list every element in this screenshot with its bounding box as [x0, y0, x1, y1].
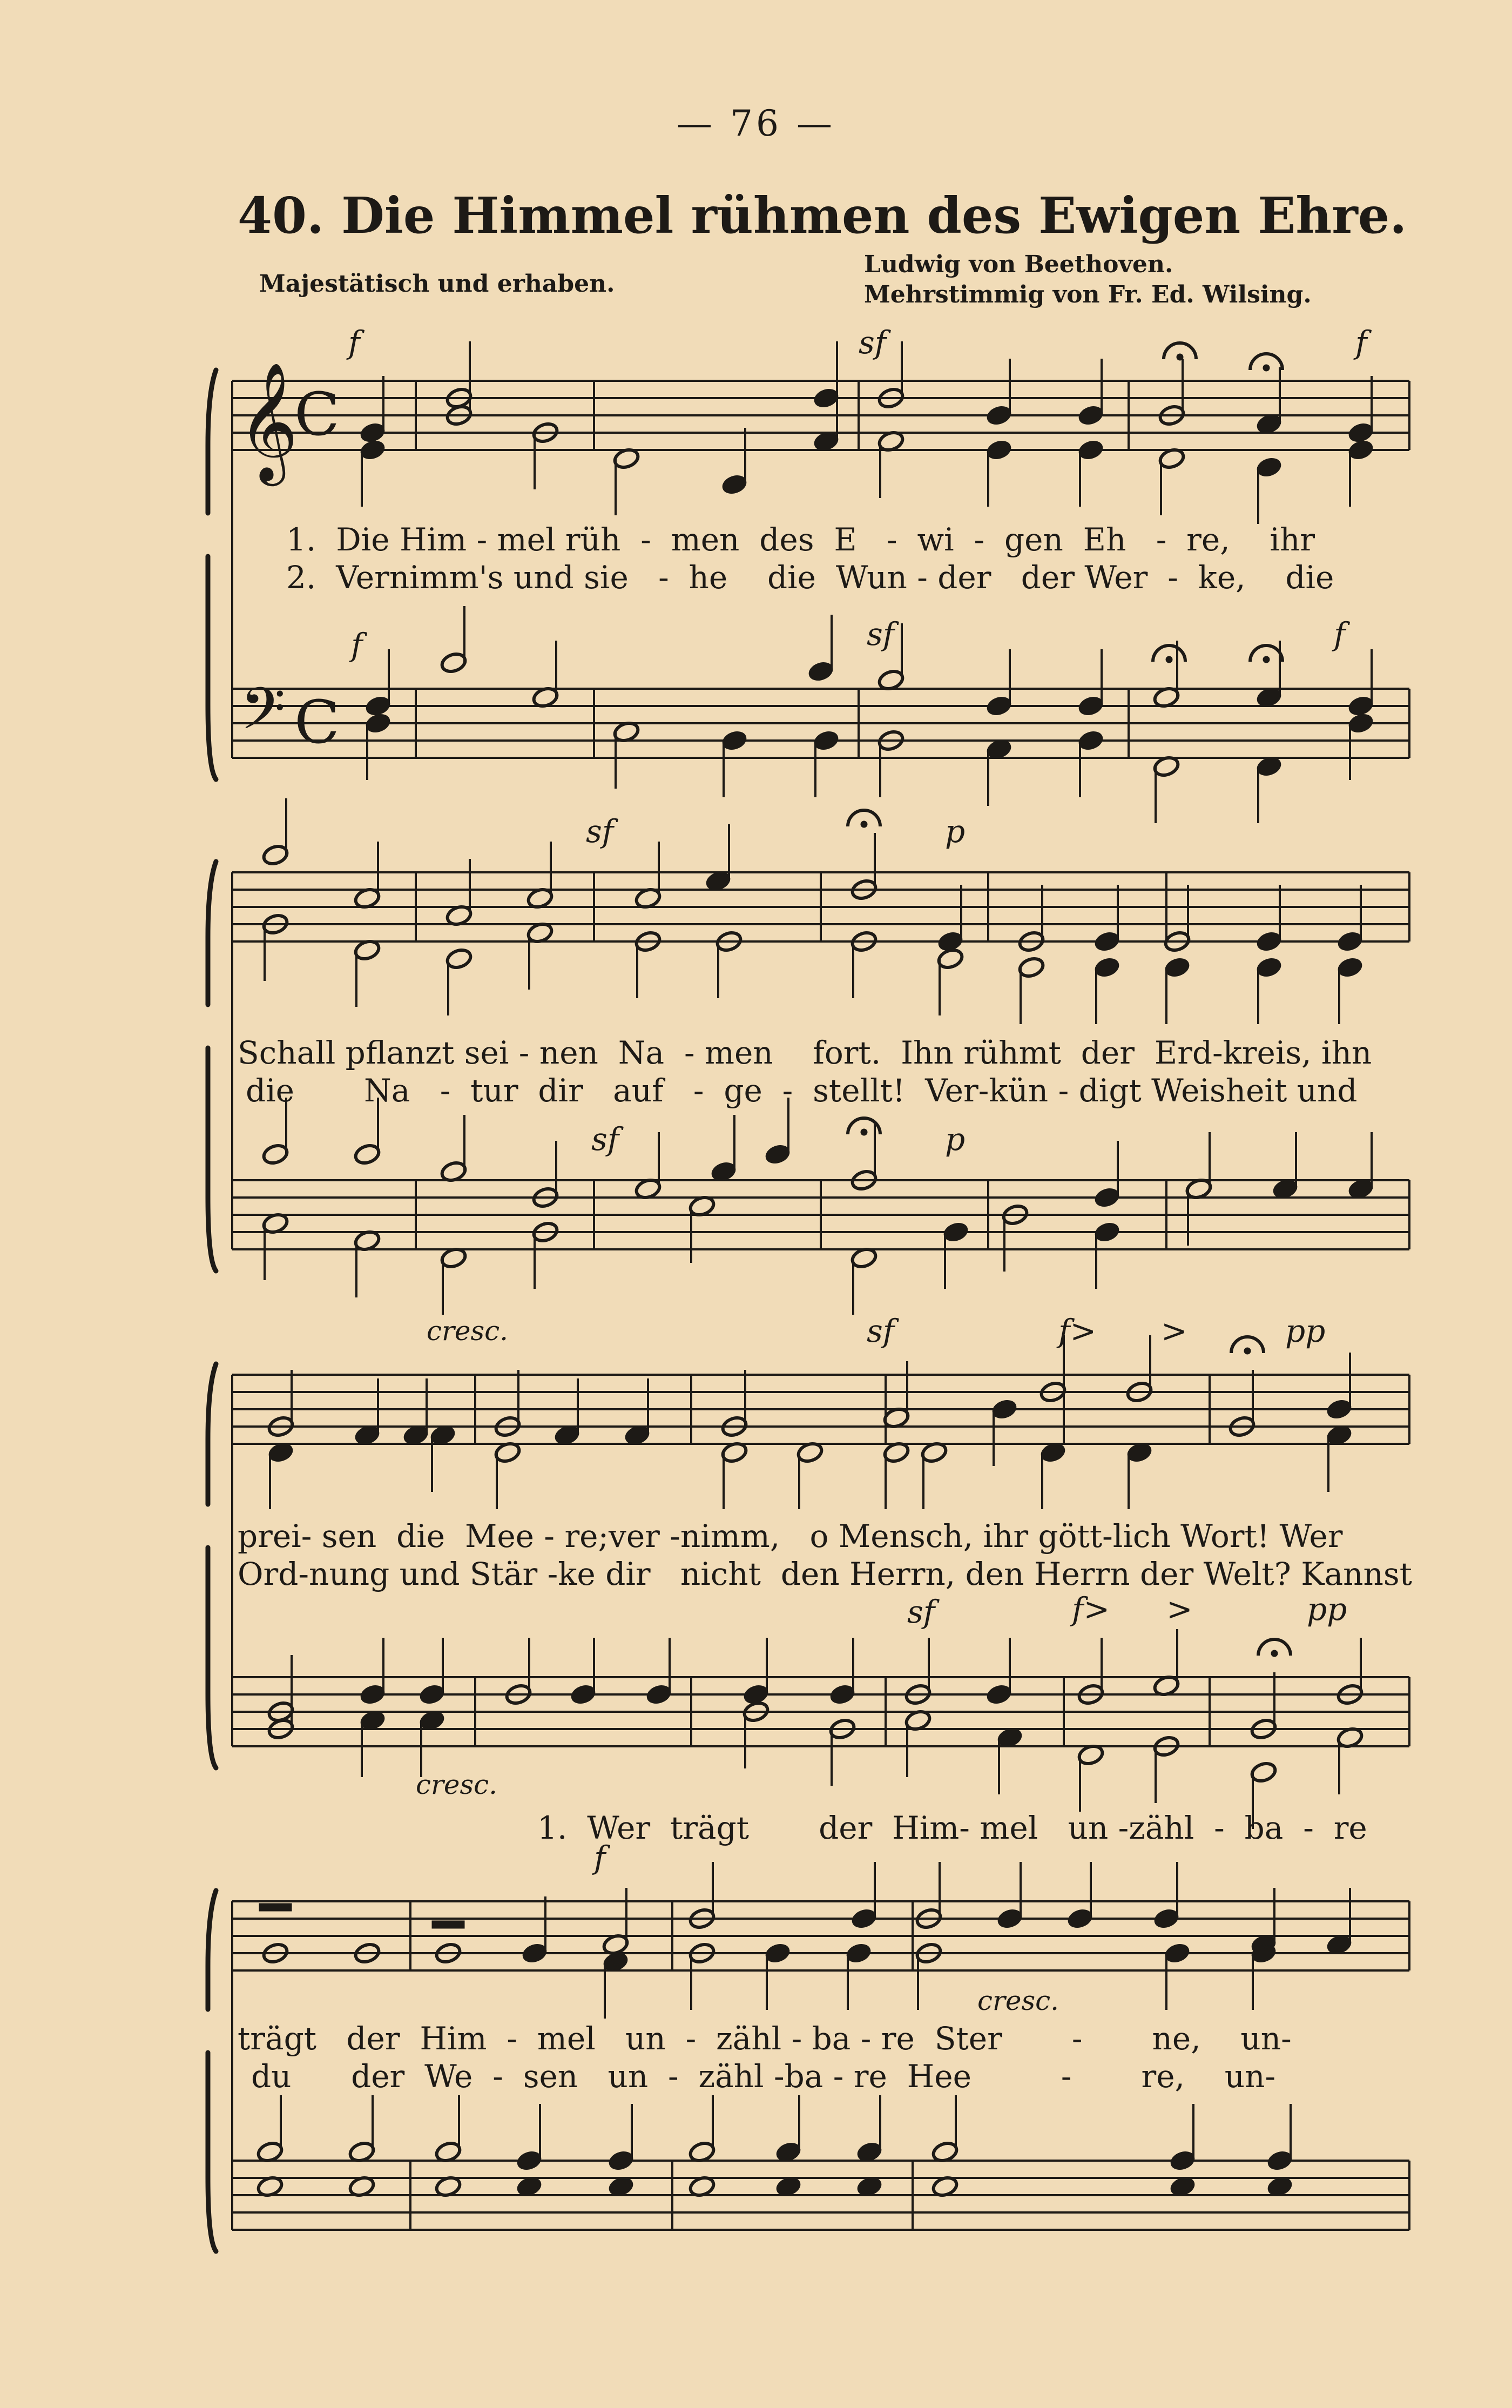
- lyric-verse2-system2: die Na - tur dir auf - ge - stellt! Ver-kün - digt Weisheit und: [246, 1072, 1358, 1109]
- arranger-credit: Mehrstimmig von Fr. Ed. Wilsing.: [864, 281, 1312, 308]
- fermata-dot: [1244, 1348, 1251, 1354]
- lyric-verse1-system1: 1. Die Him - mel rüh - men des E - wi - gen Eh - re, ihr: [286, 521, 1315, 558]
- dynamic-sforzando: sf: [907, 1593, 935, 1630]
- system-brace: [208, 1548, 216, 1768]
- fermata-dot: [1263, 656, 1270, 663]
- fermata-dot: [1263, 365, 1270, 371]
- crescendo-marking: cresc.: [427, 1315, 509, 1347]
- dynamic-sforzando: sf: [591, 1121, 619, 1158]
- lyric-verse1-intro-system4: 1. Wer trägt der Him- mel un -zähl - ba - re: [537, 1810, 1367, 1846]
- system-brace: [208, 862, 216, 1005]
- page-number: — 76 —: [677, 103, 835, 144]
- system-brace: [208, 370, 216, 513]
- rest: [432, 1921, 464, 1928]
- dynamic-forte: f: [1334, 616, 1346, 653]
- dynamic-forte: f: [594, 1839, 606, 1876]
- dynamic-forte-accent: f>: [1072, 1591, 1110, 1627]
- accent-mark: >: [1166, 1591, 1193, 1627]
- tempo-marking: Majestätisch und erhaben.: [259, 270, 615, 298]
- system-brace: [208, 1364, 216, 1504]
- bass-clef: 𝄢: [240, 675, 286, 757]
- accent-mark: >: [1161, 1313, 1187, 1349]
- crescendo-marking: cresc.: [416, 1769, 498, 1800]
- fermata-dot: [1166, 656, 1172, 663]
- dynamic-sforzando: sf: [586, 813, 614, 850]
- dynamic-piano: p: [945, 1121, 966, 1158]
- system-brace: [208, 2053, 216, 2251]
- system-brace: [208, 1048, 216, 1271]
- lyric-verse2-system1: 2. Vernimm's und sie - he die Wun - der der Wer - ke, die: [286, 559, 1334, 596]
- fermata-dot: [861, 1129, 867, 1135]
- composer-name: Ludwig von Beethoven.: [864, 251, 1173, 278]
- time-signature: C: [294, 688, 340, 757]
- fermata-dot: [861, 821, 867, 828]
- dynamic-pianissimo: pp: [1307, 1591, 1347, 1627]
- rest: [259, 1903, 292, 1911]
- system-brace: [208, 556, 216, 779]
- lyric-verse1-system2: Schall pflanzt sei - nen Na - men fort. Ihn rühmt der Erd-kreis, ihn: [238, 1034, 1372, 1071]
- dynamic-sforzando: sf: [859, 324, 887, 361]
- dynamic-piano: p: [945, 813, 966, 850]
- dynamic-sforzando: sf: [867, 1313, 895, 1349]
- dynamic-forte: f: [1355, 324, 1367, 361]
- dynamic-forte-accent: f>: [1058, 1313, 1097, 1349]
- dynamic-forte: f: [351, 627, 363, 663]
- lyric-verse1-system3: prei- sen die Mee - re;ver -nimm, o Mensch, ihr gött-lich Wort! Wer: [238, 1518, 1343, 1555]
- dynamic-forte: f: [348, 324, 360, 361]
- fermata-dot: [1177, 354, 1183, 360]
- song-title: 40. Die Himmel rühmen des Ewigen Ehre.: [238, 186, 1407, 245]
- time-signature: C: [294, 380, 340, 449]
- dynamic-pianissimo: pp: [1285, 1313, 1326, 1349]
- lyric-verse2-system4: du der We - sen un - zähl -ba - re Hee - re, un-: [251, 2058, 1276, 2095]
- dynamic-sforzando: sf: [867, 616, 895, 653]
- system-brace: [208, 1891, 216, 2009]
- crescendo-marking: cresc.: [977, 1985, 1059, 2016]
- fermata-dot: [1271, 1650, 1278, 1657]
- lyric-verse2-system3: Ord-nung und Stär -ke dir nicht den Herrn, den Herrn der Welt? Kannst: [238, 1556, 1412, 1592]
- lyric-verse1-system4: trägt der Him - mel un - zähl - ba - re Ster - ne, un-: [238, 2020, 1292, 2057]
- treble-clef: 𝄞: [238, 361, 299, 481]
